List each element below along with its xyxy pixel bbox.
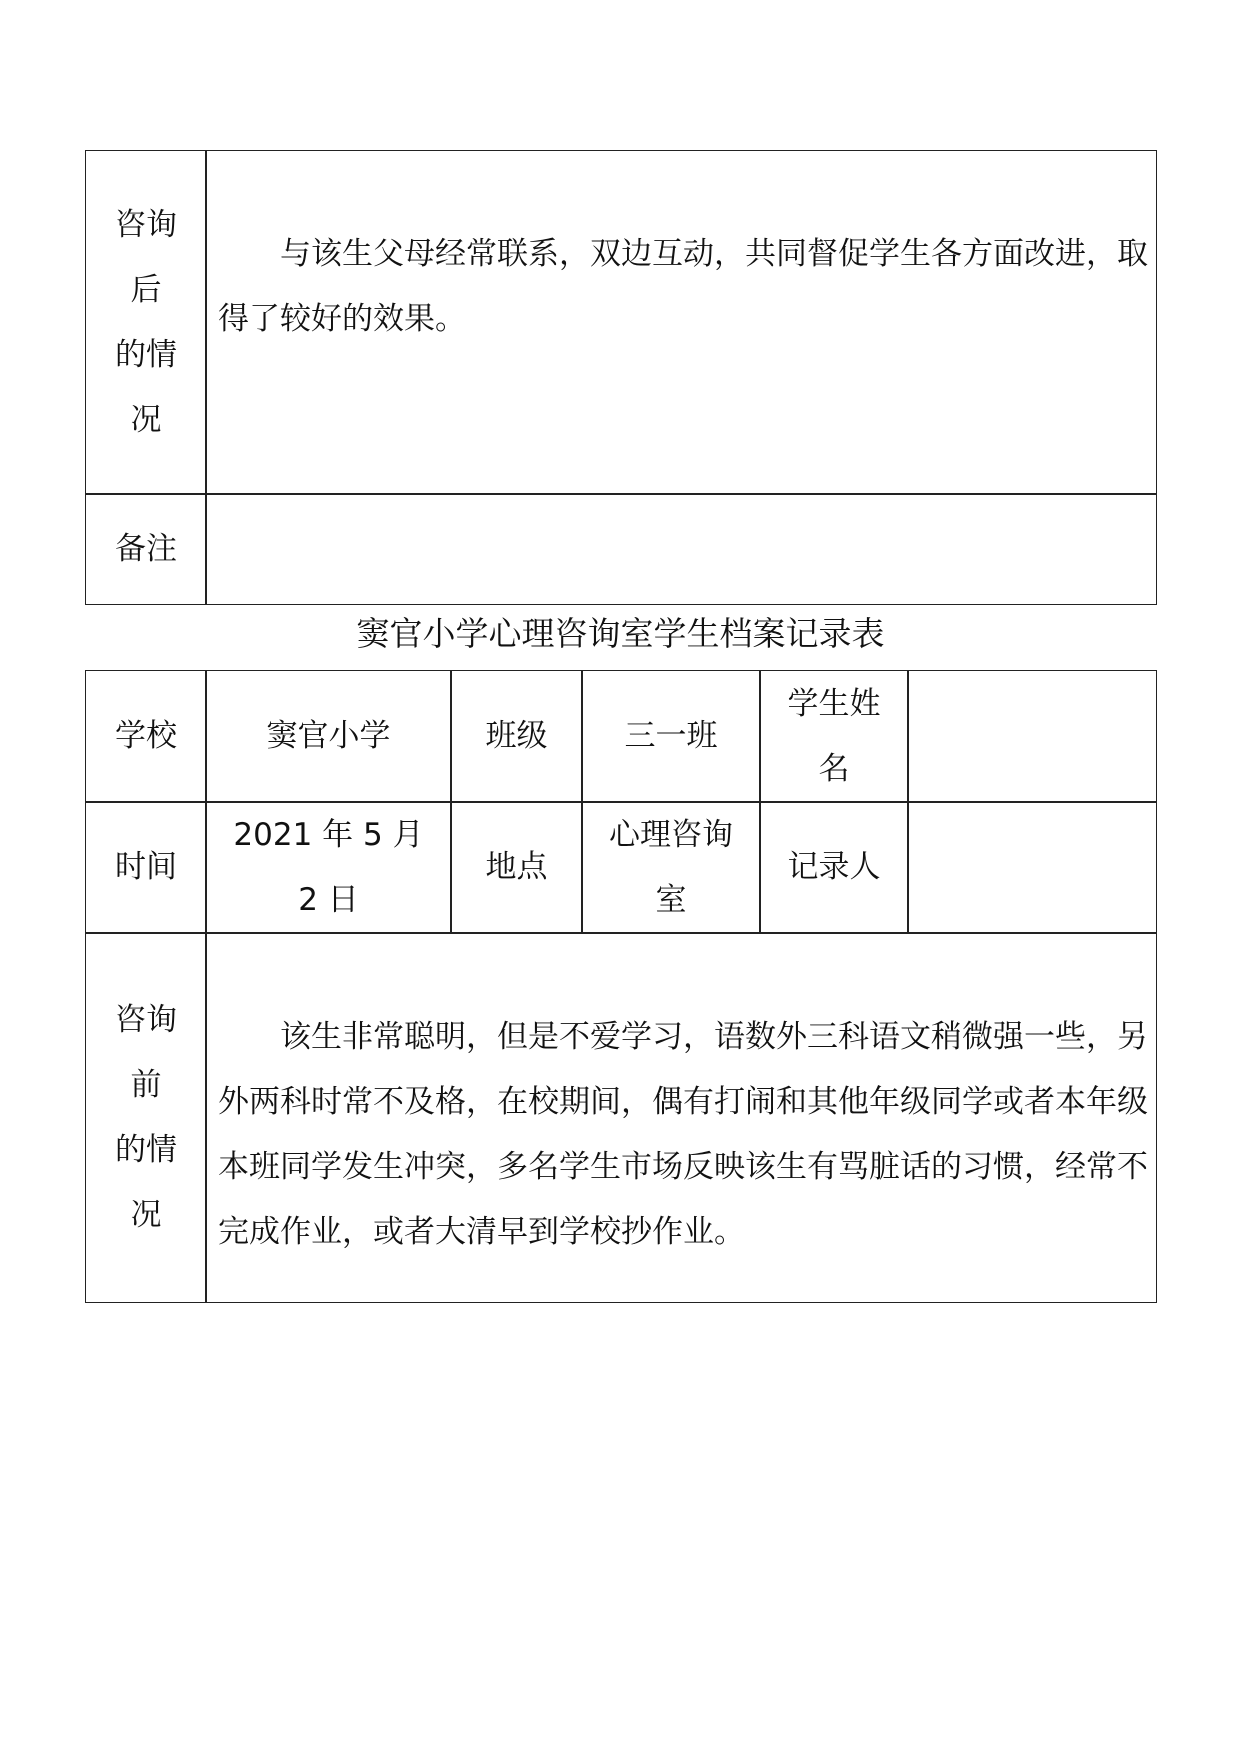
place-label: 地点 bbox=[450, 801, 583, 934]
before-label-line: 况 bbox=[130, 1196, 162, 1233]
place-value-line: 室 bbox=[655, 881, 687, 918]
place-value bbox=[581, 801, 761, 934]
remarks-value bbox=[205, 493, 1157, 605]
form-title: 窦官小学心理咨询室学生档案记录表 bbox=[356, 614, 885, 653]
remarks-label: 备注 bbox=[85, 493, 207, 605]
recorder-label: 记录人 bbox=[759, 801, 909, 934]
after-label-line: 咨询 bbox=[115, 206, 177, 243]
student-name-label-line: 学生姓 bbox=[787, 685, 881, 722]
recorder-value bbox=[907, 801, 1157, 934]
before-consultation-text: 该生非常聪明，但是不爱学习，语数外三科语文稍微强一些，另外两科时常不及格，在校期间，偶有打闹和其他年级同学或者本年级本班同学发生冲突，多名学生市场反映该生有骂脏话的习惯，经常不完成作业，或者大清早到学校抄作业。 bbox=[218, 1019, 1148, 1250]
class-value: 三一班 bbox=[581, 670, 761, 803]
after-label-line: 后 bbox=[130, 271, 162, 308]
time-value-line: 2 日 bbox=[298, 881, 359, 918]
after-label-line: 况 bbox=[130, 401, 162, 438]
time-value-line: 2021 年 5 月 bbox=[233, 816, 424, 853]
student-name-label-line: 名 bbox=[818, 750, 850, 787]
time-label: 时间 bbox=[85, 801, 207, 934]
after-label-line: 的情 bbox=[115, 336, 177, 373]
before-label-line: 咨询 bbox=[115, 1001, 177, 1038]
school-label: 学校 bbox=[85, 670, 207, 803]
place-value-line: 心理咨询 bbox=[609, 816, 733, 853]
before-label-line: 的情 bbox=[115, 1131, 177, 1168]
before-consultation-label bbox=[85, 932, 207, 1303]
student-name-label bbox=[759, 670, 909, 803]
time-value bbox=[205, 801, 452, 934]
before-label-line: 前 bbox=[130, 1066, 162, 1103]
class-label: 班级 bbox=[450, 670, 583, 803]
after-consultation-text: 与该生父母经常联系，双边互动，共同督促学生各方面改进，取得了较好的效果。 bbox=[218, 236, 1148, 337]
school-value: 窦官小学 bbox=[205, 670, 452, 803]
after-consultation-label bbox=[85, 150, 207, 495]
student-name-value bbox=[907, 670, 1157, 803]
